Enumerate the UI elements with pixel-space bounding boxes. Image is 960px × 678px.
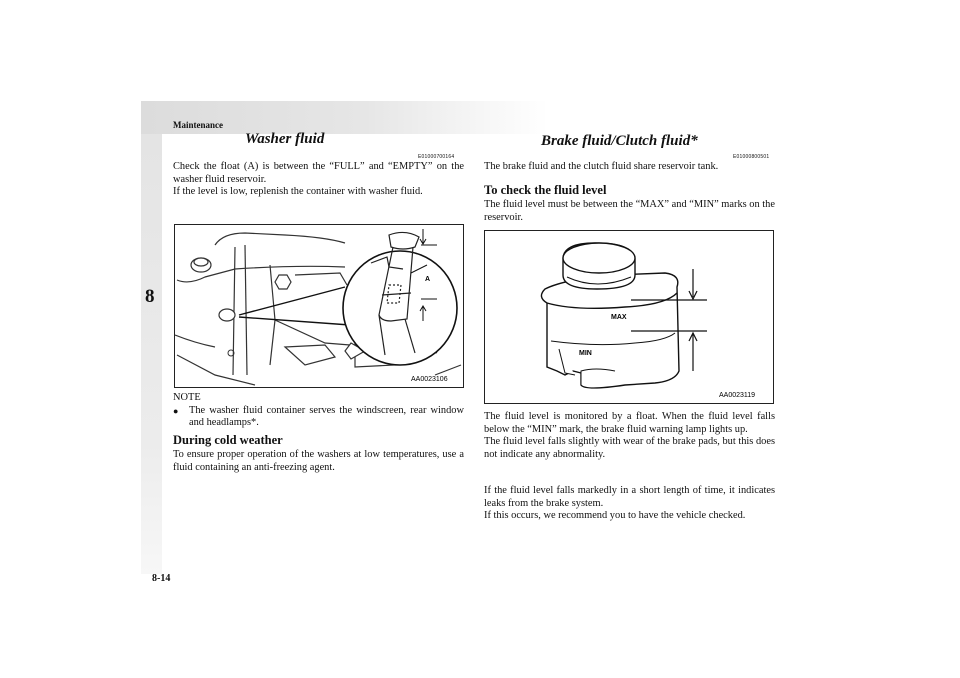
bullet-icon: ● [173,405,179,416]
paragraph: If this occurs, we recommend you to have the vehicle checked. [484,510,746,522]
washer-intro [173,161,464,199]
brake-reservoir-illustration [484,230,774,404]
cold-weather-text: To ensure proper operation of the washers at low temperatures, use a fluid containing an anti-freezing agent. [173,449,464,473]
section-title-brake-fluid: Brake fluid/Clutch fluid* [541,133,698,149]
paragraph: If the level is low, replenish the container with washer fluid. [173,186,423,198]
section-title-washer-fluid: Washer fluid [245,131,325,147]
figure-id: AA0023106 [411,376,448,383]
note-item [173,405,464,430]
note-label: NOTE [173,392,201,403]
min-mark-label: MIN [579,350,592,357]
washer-reservoir-illustration [174,224,464,388]
brake-reservoir-drawing [485,231,773,403]
cold-weather-heading: During cold weather [173,433,283,447]
note-block [173,392,464,430]
check-level-heading: To check the fluid level [484,183,607,197]
float-explanation [484,411,775,461]
max-mark-label: MAX [611,314,627,321]
chapter-number: 8 [145,286,155,307]
paragraph: The fluid level falls slightly with wear of the brake pads, but this does not indicate any abnormality. [484,436,775,460]
chapter-tab [141,134,162,574]
section-code: E01000800501 [733,154,770,160]
page-number: 8-14 [152,573,171,584]
paragraph: If the fluid level falls markedly in a short length of time, it indicates leaks from the brake system. [484,485,775,509]
note-text: The washer fluid container serves the windscreen, rear window and headlamps*. [189,404,464,429]
float-callout-label: A [425,276,431,283]
figure-id: AA0023119 [719,392,756,399]
running-header: Maintenance [173,120,223,130]
section-code: E01000700164 [418,154,455,160]
brake-intro: The brake fluid and the clutch fluid share reservoir tank. [484,161,719,172]
washer-reservoir-drawing [175,225,463,387]
leak-warning [484,485,775,523]
paragraph: The fluid level is monitored by a float. When the fluid level falls below the “MIN” mark, the brake fluid warning lamp lights up. [484,411,775,435]
paragraph: Check the float (A) is between the “FULL” and “EMPTY” on the washer fluid reservoir. [173,161,464,185]
check-level-text: The fluid level must be between the “MAX” and “MIN” marks on the reservoir. [484,199,775,223]
